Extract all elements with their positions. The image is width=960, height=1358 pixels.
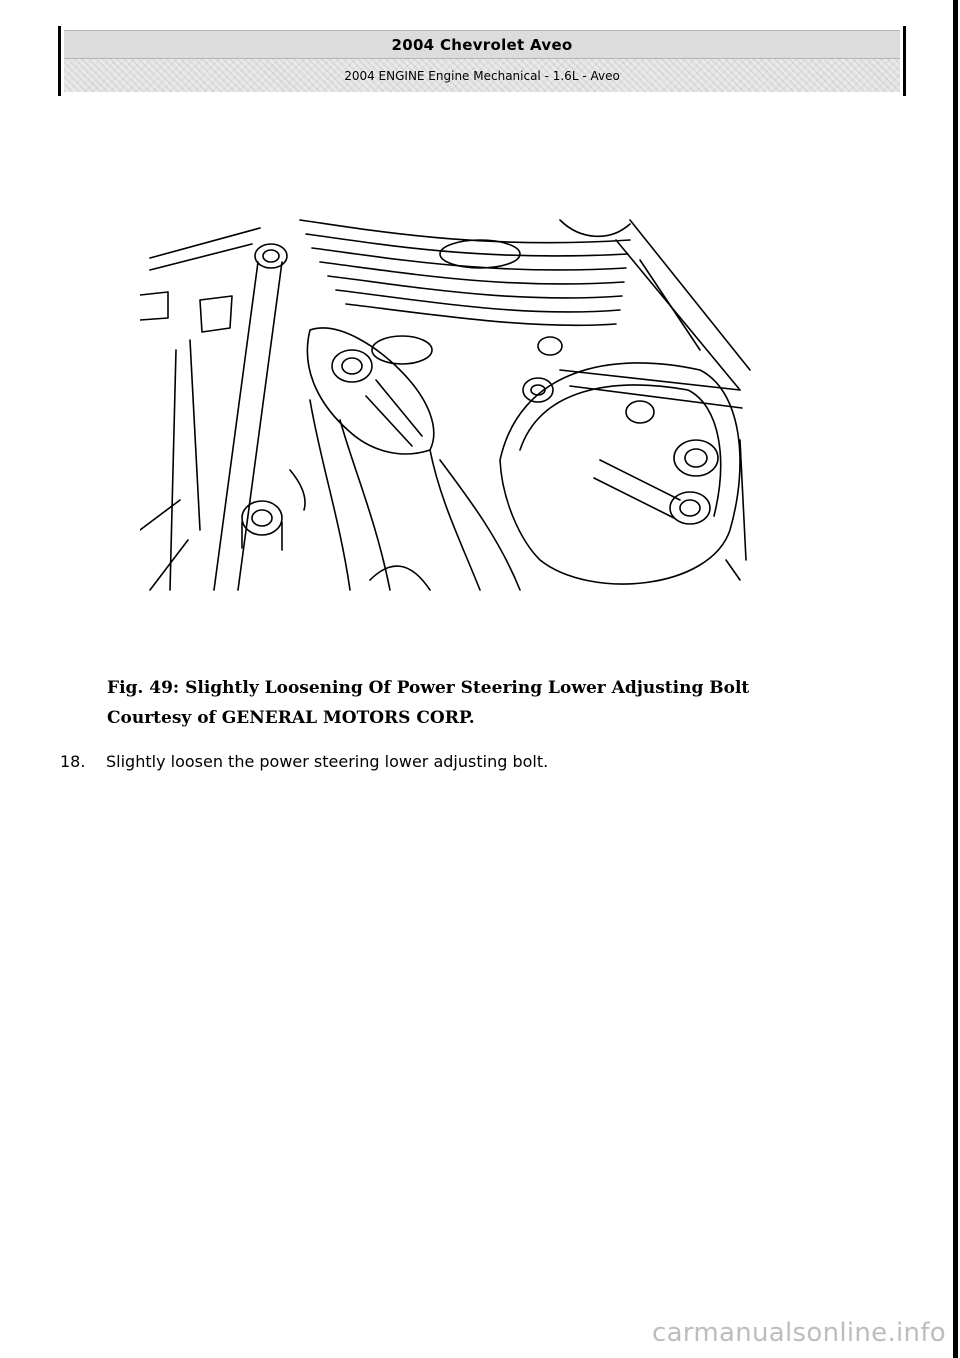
page-right-border: [953, 0, 958, 1358]
mounting-bracket: [307, 328, 433, 454]
document-subtitle: 2004 ENGINE Engine Mechanical - 1.6L - Aveo: [64, 59, 900, 92]
figure-caption: Fig. 49: Slightly Loosening Of Power Steering Lower Adjusting Bolt: [107, 678, 750, 698]
header-right-rule: [903, 26, 906, 96]
watermark: carmanualsonline.info: [651, 1318, 946, 1348]
figure-caption-block: [107, 673, 867, 733]
power-steering-pump: [500, 363, 740, 584]
figure-courtesy: Courtesy of GENERAL MOTORS CORP.: [107, 708, 475, 728]
header-left-rule: [58, 26, 61, 96]
support-rod: [214, 262, 282, 590]
bolt-right-lower: [670, 492, 710, 524]
belt-grooves: [300, 220, 630, 325]
procedure-step: [60, 752, 880, 771]
adjusting-bolt-lower: [523, 378, 553, 402]
engine-illustration: [140, 200, 760, 600]
document-title: 2004 Chevrolet Aveo: [64, 30, 900, 59]
step-text: Slightly loosen the power steering lower adjusting bolt.: [106, 752, 549, 771]
bolt-right-upper: [674, 440, 718, 476]
step-number: 18.: [60, 752, 86, 771]
brace-left: [150, 228, 260, 270]
page-header: [58, 26, 906, 96]
